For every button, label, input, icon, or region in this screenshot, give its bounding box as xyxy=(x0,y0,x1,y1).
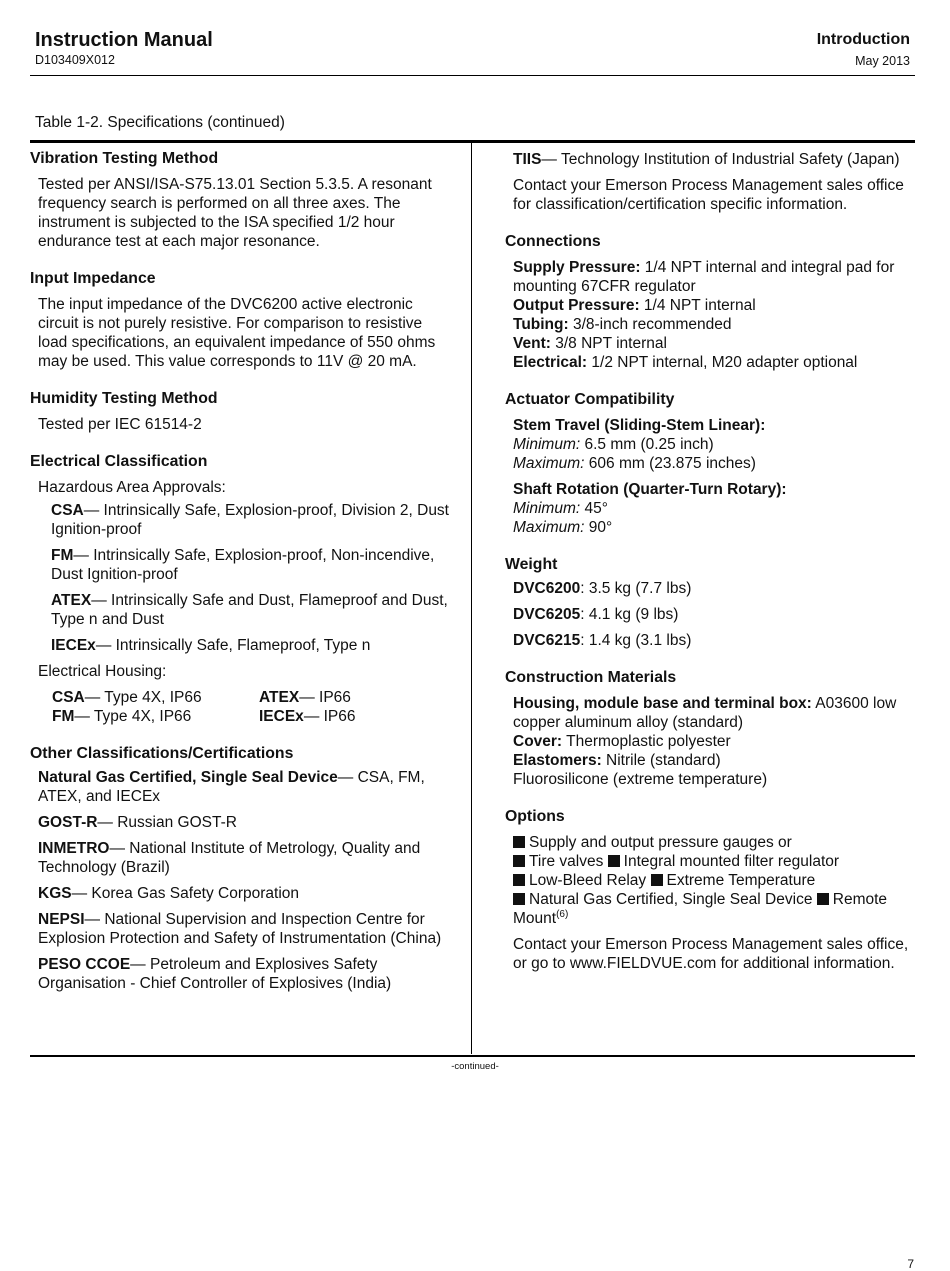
hazardous-area-heading: Hazardous Area Approvals: xyxy=(38,479,226,496)
cert-natural-gas: Natural Gas Certified, Single Seal Device— CSA, FM, ATEX, and IECEx xyxy=(38,769,425,805)
document-title: Instruction Manual xyxy=(35,29,213,51)
actuator-compatibility-title: Actuator Compatibility xyxy=(505,391,675,408)
option-line-1: Supply and output pressure gauges or xyxy=(513,833,920,852)
electrical-housing-heading: Electrical Housing: xyxy=(38,663,167,680)
stem-travel-block xyxy=(505,416,920,473)
material-cover: Cover: Thermoplastic polyester xyxy=(513,733,731,750)
cert-tiis: TIIS— Technology Institution of Industrial Safety (Japan) xyxy=(513,151,900,168)
square-bullet-icon xyxy=(608,855,620,867)
input-impedance-body: The input impedance of the DVC6200 active electronic circuit is not purely resistive. For comparison to resistive load specifications, an equivalent impedance of 550 ohms may be used. This value corresponds to 11V @ 20 mA. xyxy=(38,296,436,370)
shaft-rotation-block xyxy=(505,480,920,537)
section-name: Introduction xyxy=(816,31,910,48)
weight-title: Weight xyxy=(505,556,558,573)
table-bottom-rule xyxy=(30,1055,915,1057)
square-bullet-icon xyxy=(817,893,829,905)
electrical-housing-grid xyxy=(30,688,450,726)
approval-iecex: IECEx— Intrinsically Safe, Flameproof, Type n xyxy=(51,637,371,654)
weight-dvc6215: DVC6215: 1.4 kg (3.1 lbs) xyxy=(513,632,692,649)
connection-supply-pressure: Supply Pressure: 1/4 NPT internal and integral pad for mounting 67CFR regulator xyxy=(513,259,895,295)
cert-peso-ccoe: PESO CCOE— Petroleum and Explosives Safety Organisation - Chief Controller of Explosives (India) xyxy=(38,956,392,992)
page-number: 7 xyxy=(907,1257,914,1271)
connection-vent: Vent: 3/8 NPT internal xyxy=(513,335,667,352)
approval-atex: ATEX— Intrinsically Safe and Dust, Flameproof and Dust, Type n and Dust xyxy=(51,592,448,628)
shaft-rotation-maximum: Maximum: 90° xyxy=(513,519,613,536)
cert-kgs: KGS— Korea Gas Safety Corporation xyxy=(38,885,300,902)
cert-gost-r: GOST-R— Russian GOST-R xyxy=(38,814,237,831)
shaft-rotation-heading: Shaft Rotation (Quarter-Turn Rotary): xyxy=(513,481,787,498)
connection-tubing: Tubing: 3/8-inch recommended xyxy=(513,316,732,333)
material-elastomers: Elastomers: Nitrile (standard) xyxy=(513,752,721,769)
weight-dvc6205: DVC6205: 4.1 kg (9 lbs) xyxy=(513,606,679,623)
spec-column-left xyxy=(30,149,450,993)
option-line-4: Natural Gas Certified, Single Seal Device Remote Mount$^{(6)}$ xyxy=(513,891,888,927)
materials-list xyxy=(505,694,920,789)
housing-fm: FM— Type 4X, IP66 xyxy=(52,708,192,725)
other-certifications-title: Other Classifications/Certifications xyxy=(30,745,294,762)
page-header-left xyxy=(35,28,213,68)
input-impedance-title: Input Impedance xyxy=(30,270,156,287)
stem-travel-maximum: Maximum: 606 mm (23.875 inches) xyxy=(513,455,756,472)
cert-nepsi: NEPSI— National Supervision and Inspection Centre for Explosion Protection and Safety of Instrumentation (China) xyxy=(38,911,442,947)
approval-csa: CSA— Intrinsically Safe, Explosion-proof, Division 2, Dust Ignition-proof xyxy=(51,502,449,538)
shaft-rotation-minimum: Minimum: 45° xyxy=(513,500,608,517)
housing-atex: ATEX— IP66 xyxy=(259,689,351,706)
publication-date: May 2013 xyxy=(855,54,910,68)
housing-csa: CSA— Type 4X, IP66 xyxy=(52,689,202,706)
connections-title: Connections xyxy=(505,233,601,250)
options-contact-note: Contact your Emerson Process Management sales office, or go to www.FIELDVUE.com for additional information. xyxy=(513,936,909,972)
page-header-right xyxy=(817,30,910,72)
cert-inmetro: INMETRO— National Institute of Metrology, Quality and Technology (Brazil) xyxy=(38,840,421,876)
electrical-classification-title: Electrical Classification xyxy=(30,453,208,470)
footnote-marker: (6) xyxy=(556,908,569,920)
option-line-2: Tire valves Integral mounted filter regulator xyxy=(513,852,920,871)
material-fluorosilicone: Fluorosilicone (extreme temperature) xyxy=(513,771,768,788)
square-bullet-icon xyxy=(513,836,525,848)
square-bullet-icon xyxy=(513,893,525,905)
vibration-testing-body: Tested per ANSI/ISA-S75.13.01 Section 5.3.5. A resonant frequency search is performed on all three axes. The instrument is subjected to the ISA specified 1/2 hour endurance test at each major resonance. xyxy=(38,176,432,250)
square-bullet-icon xyxy=(651,874,663,886)
stem-travel-minimum: Minimum: 6.5 mm (0.25 inch) xyxy=(513,436,714,453)
spec-column-right xyxy=(505,149,920,973)
humidity-testing-title: Humidity Testing Method xyxy=(30,390,218,407)
vibration-testing-title: Vibration Testing Method xyxy=(30,150,219,167)
construction-materials-title: Construction Materials xyxy=(505,669,677,686)
classification-contact-note: Contact your Emerson Process Management sales office for classification/certification specific information. xyxy=(513,177,904,213)
table-top-rule xyxy=(30,140,915,143)
options-list xyxy=(505,833,920,928)
option-line-3: Low-Bleed Relay Extreme Temperature xyxy=(513,871,920,890)
stem-travel-heading: Stem Travel (Sliding-Stem Linear): xyxy=(513,417,766,434)
humidity-testing-body: Tested per IEC 61514-2 xyxy=(38,416,202,433)
document-number: D103409X012 xyxy=(35,53,115,67)
column-divider xyxy=(471,143,472,1054)
connections-list xyxy=(505,258,920,372)
approval-fm: FM— Intrinsically Safe, Explosion-proof, Non-incendive, Dust Ignition-proof xyxy=(51,547,435,583)
square-bullet-icon xyxy=(513,874,525,886)
connection-output-pressure: Output Pressure: 1/4 NPT internal xyxy=(513,297,756,314)
table-caption: Table 1-2. Specifications (continued) xyxy=(35,114,285,131)
connection-electrical: Electrical: 1/2 NPT internal, M20 adapter optional xyxy=(513,354,858,371)
weight-dvc6200: DVC6200: 3.5 kg (7.7 lbs) xyxy=(513,580,692,597)
header-divider xyxy=(30,75,915,76)
housing-iecex: IECEx— IP66 xyxy=(259,708,356,725)
continued-note: -continued- xyxy=(451,1061,499,1072)
options-title: Options xyxy=(505,808,565,825)
square-bullet-icon xyxy=(513,855,525,867)
material-housing: Housing, module base and terminal box: A03600 low copper aluminum alloy (standard) xyxy=(513,695,897,731)
